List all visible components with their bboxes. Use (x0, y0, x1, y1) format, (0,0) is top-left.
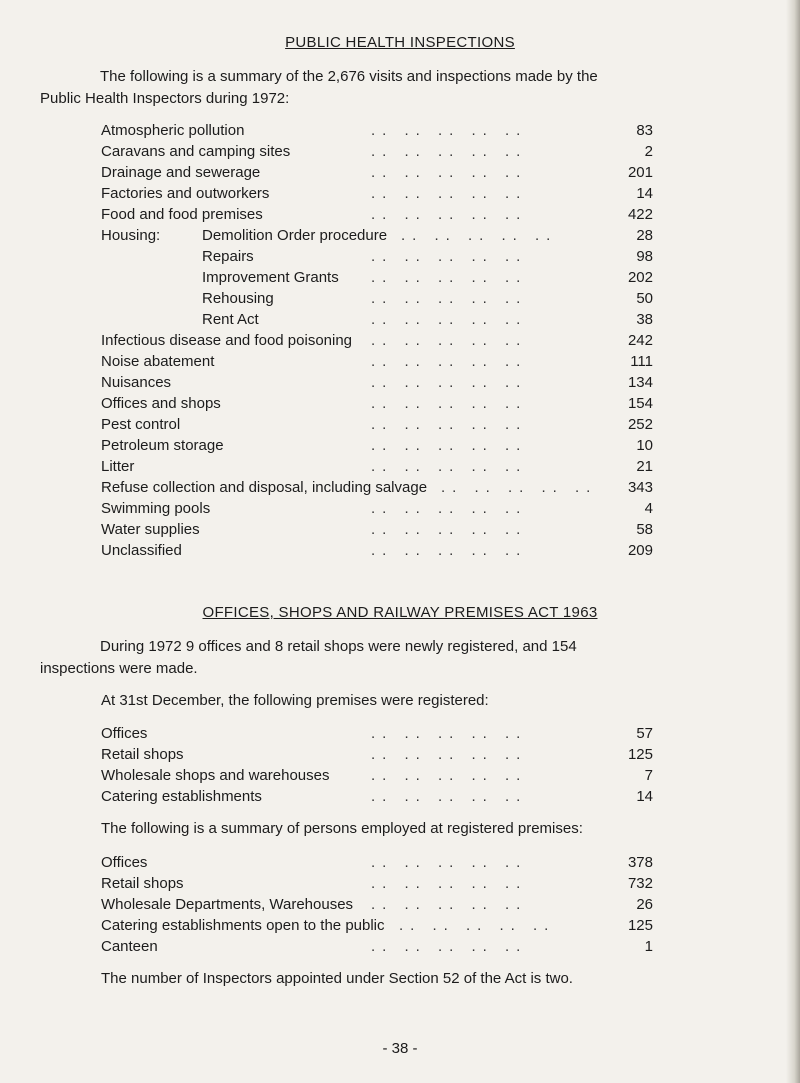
list-item (101, 723, 661, 744)
leader-dots: .. .. .. .. .. (371, 374, 528, 391)
leader-dots: .. .. .. .. .. (371, 788, 528, 805)
leader-dots: .. .. .. .. .. (371, 164, 528, 181)
item-label: Refuse collection and disposal, including salvage (101, 479, 428, 496)
item-value: 98 (636, 248, 653, 265)
leader-dots: .. .. .. .. .. (371, 311, 528, 328)
registration-line-2: inspections were made. (40, 660, 198, 677)
intro-paragraph (40, 66, 740, 110)
list-item (101, 435, 661, 456)
list-item (101, 456, 661, 477)
item-label: Retail shops (101, 875, 184, 892)
list-item (101, 267, 661, 288)
list-item (101, 183, 661, 204)
leader-dots: .. .. .. .. .. (441, 479, 598, 496)
page-edge-shadow (786, 0, 800, 1083)
list-item (101, 519, 661, 540)
item-value: 125 (627, 917, 653, 934)
list-item (101, 288, 661, 309)
item-value: 4 (644, 500, 653, 517)
item-value: 134 (627, 374, 653, 391)
list-item (101, 162, 661, 183)
leader-dots: .. .. .. .. .. (399, 917, 556, 934)
item-value: 125 (627, 746, 653, 763)
item-value: 1 (644, 938, 653, 955)
leader-dots: .. .. .. .. .. (371, 206, 528, 223)
list-item (101, 936, 661, 957)
page-title: PUBLIC HEALTH INSPECTIONS (285, 34, 515, 51)
item-value: 242 (627, 332, 653, 349)
leader-dots: .. .. .. .. .. (371, 725, 528, 742)
item-value: 378 (627, 854, 653, 871)
leader-dots: .. .. .. .. .. (371, 938, 528, 955)
item-label: Unclassified (101, 542, 182, 559)
item-value: 26 (636, 896, 653, 913)
leader-dots: .. .. .. .. .. (371, 458, 528, 475)
leader-dots: .. .. .. .. .. (371, 500, 528, 517)
item-value: 14 (636, 185, 653, 202)
list-item (101, 414, 661, 435)
list-item (101, 477, 661, 498)
leader-dots: .. .. .. .. .. (371, 896, 528, 913)
list-item (101, 915, 661, 936)
inspections-list (101, 120, 661, 561)
item-value: 21 (636, 458, 653, 475)
item-value: 252 (627, 416, 653, 433)
item-label: Noise abatement (101, 353, 215, 370)
item-label: Repairs (202, 248, 254, 265)
leader-dots: .. .. .. .. .. (371, 248, 528, 265)
item-value: 422 (627, 206, 653, 223)
item-label: Rehousing (202, 290, 274, 307)
item-value: 7 (644, 767, 653, 784)
leader-dots: .. .. .. .. .. (371, 416, 528, 433)
registered-premises-list (101, 723, 661, 807)
list-item (101, 330, 661, 351)
item-label: Retail shops (101, 746, 184, 763)
item-value: 732 (627, 875, 653, 892)
item-value: 202 (627, 269, 653, 286)
leader-dots: .. .. .. .. .. (371, 269, 528, 286)
registration-line-1: During 1972 9 offices and 8 retail shops were newly registered, and 154 (100, 638, 577, 655)
list-item (101, 309, 661, 330)
item-label: Factories and outworkers (101, 185, 270, 202)
list-item (101, 873, 661, 894)
item-value: 201 (627, 164, 653, 181)
registration-paragraph (40, 636, 740, 680)
item-prefix: Housing: (101, 227, 161, 244)
item-label: Nuisances (101, 374, 172, 391)
section-heading: OFFICES, SHOPS AND RAILWAY PREMISES ACT 1963 (202, 604, 598, 621)
item-label: Wholesale shops and warehouses (101, 767, 330, 784)
leader-dots: .. .. .. .. .. (371, 185, 528, 202)
leader-dots: .. .. .. .. .. (371, 332, 528, 349)
item-value: 209 (627, 542, 653, 559)
list-item (101, 120, 661, 141)
item-label: Canteen (101, 938, 158, 955)
item-label: Swimming pools (101, 500, 211, 517)
item-label: Drainage and sewerage (101, 164, 261, 181)
list-item (101, 744, 661, 765)
item-label: Demolition Order procedure (202, 227, 388, 244)
leader-dots: .. .. .. .. .. (371, 746, 528, 763)
page-number: - 38 - (382, 1040, 418, 1057)
item-label: Offices (101, 725, 148, 742)
list-item (101, 894, 661, 915)
leader-dots: .. .. .. .. .. (371, 437, 528, 454)
item-label: Pest control (101, 416, 181, 433)
item-label: Offices (101, 854, 148, 871)
list-item (101, 225, 661, 246)
item-label: Caravans and camping sites (101, 143, 291, 160)
item-value: 154 (627, 395, 653, 412)
item-label: Atmospheric pollution (101, 122, 245, 139)
leader-dots: .. .. .. .. .. (371, 395, 528, 412)
item-label: Rent Act (202, 311, 259, 328)
item-label: Water supplies (101, 521, 200, 538)
item-label: Infectious disease and food poisoning (101, 332, 353, 349)
item-label: Litter (101, 458, 135, 475)
leader-dots: .. .. .. .. .. (371, 875, 528, 892)
item-value: 38 (636, 311, 653, 328)
intro-line-2: Public Health Inspectors during 1972: (40, 90, 290, 107)
leader-dots: .. .. .. .. .. (371, 542, 528, 559)
registered-intro: At 31st December, the following premises were registered: (101, 692, 489, 709)
leader-dots: .. .. .. .. .. (371, 353, 528, 370)
inspectors-note: The number of Inspectors appointed under Section 52 of the Act is two. (101, 970, 573, 987)
employed-intro: The following is a summary of persons employed at registered premises: (101, 820, 583, 837)
item-value: 2 (644, 143, 653, 160)
item-value: 343 (627, 479, 653, 496)
leader-dots: .. .. .. .. .. (371, 290, 528, 307)
item-label: Offices and shops (101, 395, 221, 412)
list-item (101, 852, 661, 873)
leader-dots: .. .. .. .. .. (371, 143, 528, 160)
leader-dots: .. .. .. .. .. (371, 521, 528, 538)
item-value: 28 (636, 227, 653, 244)
item-value: 111 (630, 353, 653, 370)
item-label: Improvement Grants (202, 269, 339, 286)
employed-persons-list (101, 852, 661, 957)
list-item (101, 372, 661, 393)
item-value: 83 (636, 122, 653, 139)
list-item (101, 351, 661, 372)
leader-dots: .. .. .. .. .. (371, 122, 528, 139)
item-value: 50 (636, 290, 653, 307)
item-label: Catering establishments open to the public (101, 917, 385, 934)
item-label: Wholesale Departments, Warehouses (101, 896, 354, 913)
item-label: Catering establishments (101, 788, 262, 805)
item-value: 10 (636, 437, 653, 454)
list-item (101, 141, 661, 162)
leader-dots: .. .. .. .. .. (371, 767, 528, 784)
item-value: 57 (636, 725, 653, 742)
item-label: Food and food premises (101, 206, 263, 223)
list-item (101, 498, 661, 519)
list-item (101, 393, 661, 414)
item-value: 58 (636, 521, 653, 538)
item-value: 14 (636, 788, 653, 805)
leader-dots: .. .. .. .. .. (371, 854, 528, 871)
list-item (101, 246, 661, 267)
list-item (101, 786, 661, 807)
leader-dots: .. .. .. .. .. (401, 227, 558, 244)
intro-line-1: The following is a summary of the 2,676 visits and inspections made by the (100, 68, 598, 85)
list-item (101, 204, 661, 225)
item-label: Petroleum storage (101, 437, 224, 454)
list-item (101, 540, 661, 561)
list-item (101, 765, 661, 786)
